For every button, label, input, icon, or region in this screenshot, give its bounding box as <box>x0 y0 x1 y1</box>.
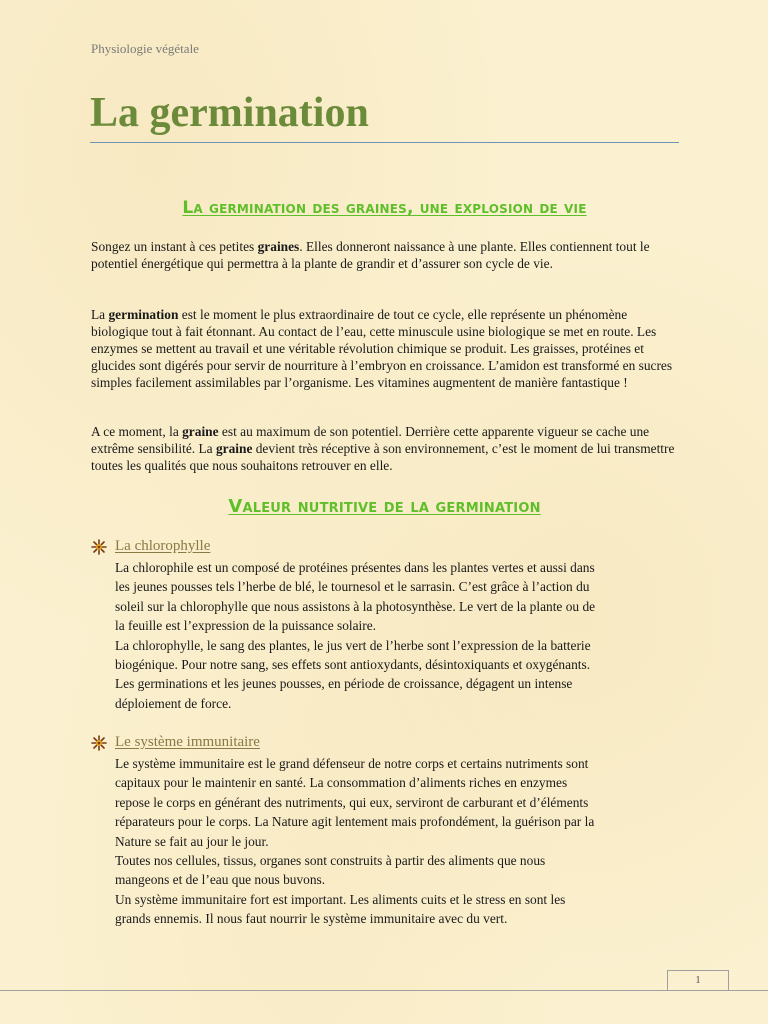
paragraph-graine <box>91 423 681 474</box>
bullet-label-chlorophylle[interactable]: La chlorophylle <box>115 538 211 554</box>
body-line: réparateurs pour le corps. La Nature agit lentement mais profondément, la guérison par la <box>115 814 595 830</box>
text-run: est au maximum de son potentiel. Derrière cette apparente vigueur se cache une extrême sensibilité. La <box>91 424 650 456</box>
bullet-label-systeme-immunitaire[interactable]: Le système immunitaire <box>115 734 260 750</box>
section-heading-nutrition: Valeur nutritive de la germination <box>228 496 541 517</box>
body-line: la feuille est l’expression de la puissance solaire. <box>115 618 377 634</box>
paragraph-germination <box>91 306 681 391</box>
text-run: La <box>91 307 109 322</box>
body-line: La chlorophylle, le sang des plantes, le jus vert de l’herbe sont l’expression de la batterie <box>115 637 591 653</box>
page-title: La germination <box>90 90 369 136</box>
body-line: Le système immunitaire est le grand défenseur de notre corps et certains nutriments sont <box>115 756 589 771</box>
text-run: est le moment le plus extraordinaire de tout ce cycle, elle représente un phénomène biologique tout à fait étonnant. Au contact de l’eau, cette minuscule usine biologique se met en route. Les enzymes se mettent au travail et une véritable révolution chimique se produit. Les graisses, protéines et glucides sont digérés pour servir de nourriture à l’embryon en croissance. L’amidon est transformé en sucres simples facilement assimilables par l’organisme. Les vitamines augmentent de manière fantastique ! <box>91 307 673 390</box>
bullet-flower-icon <box>91 539 107 555</box>
paragraph-intro <box>91 238 681 272</box>
bullet-body-systeme-immunitaire <box>115 754 681 929</box>
body-line: repose le corps en générant des nutriments, qui eux, serviront de carburant et d’éléments <box>115 794 589 810</box>
body-line: capitaux pour le maintenir en santé. La consommation d’aliments riches en enzymes <box>115 775 568 791</box>
body-line: les jeunes pousses tels l’herbe de blé, le tournesol et le sarrasin. C’est grâce à l’action du <box>115 579 590 595</box>
body-line: déploiement de force. <box>115 695 232 711</box>
title-divider <box>90 142 679 143</box>
body-line: Toutes nos cellules, tissus, organes sont construits à partir des aliments que nous <box>115 853 546 869</box>
bullet-flower-icon <box>91 735 107 751</box>
text-run: Songez un instant à ces petites <box>91 239 258 254</box>
section-heading-germination: La germination des graines, une explosion de vie <box>182 198 587 218</box>
running-header: Physiologie végétale <box>91 41 199 56</box>
body-line: La chlorophile est un composé de protéines présentes dans les plantes vertes et aussi dans <box>115 560 595 575</box>
body-line: grands ennemis. Il nous faut nourrir le système immunitaire avec du vert. <box>115 911 508 927</box>
page-number: 1 <box>695 974 701 986</box>
bullet-body-chlorophylle <box>115 558 681 713</box>
body-line: Un système immunitaire fort est important. Les aliments cuits et le stress en sont les <box>115 891 566 907</box>
footer-rule <box>0 990 768 991</box>
bold-term: graine <box>215 441 253 456</box>
text-run: . Elles donneront naissance à une plante. Elles contiennent tout le potentiel énergétique qui permettra à la plante de grandir et d’assurer son cycle de vie. <box>91 239 650 271</box>
bullet-chlorophylle <box>91 538 210 555</box>
text-run: A ce moment, la <box>91 424 183 439</box>
bullet-systeme-immunitaire <box>91 734 260 751</box>
body-line: Nature se fait au jour le jour. <box>115 833 269 849</box>
bold-term: germination <box>108 307 179 322</box>
bold-term: graine <box>182 424 219 439</box>
body-line: soleil sur la chlorophylle que nous assistons à la photosynthèse. Le vert de la plante ou de <box>115 598 596 614</box>
text-run: devient très réceptive à son environnement, c’est le moment de lui transmettre toutes les qualités que nous souhaitons retrouver en elle. <box>91 441 675 473</box>
bold-term: graines <box>257 239 300 254</box>
body-line: Les germinations et les jeunes pousses, en période de croissance, dégagent un intense <box>115 676 573 692</box>
body-line: biogénique. Pour notre sang, ses effets sont antioxydants, désintoxiquants et oxygénants. <box>115 657 591 673</box>
page-number-box <box>667 970 729 991</box>
body-line: mangeons et de l’eau que nous buvons. <box>115 872 326 888</box>
